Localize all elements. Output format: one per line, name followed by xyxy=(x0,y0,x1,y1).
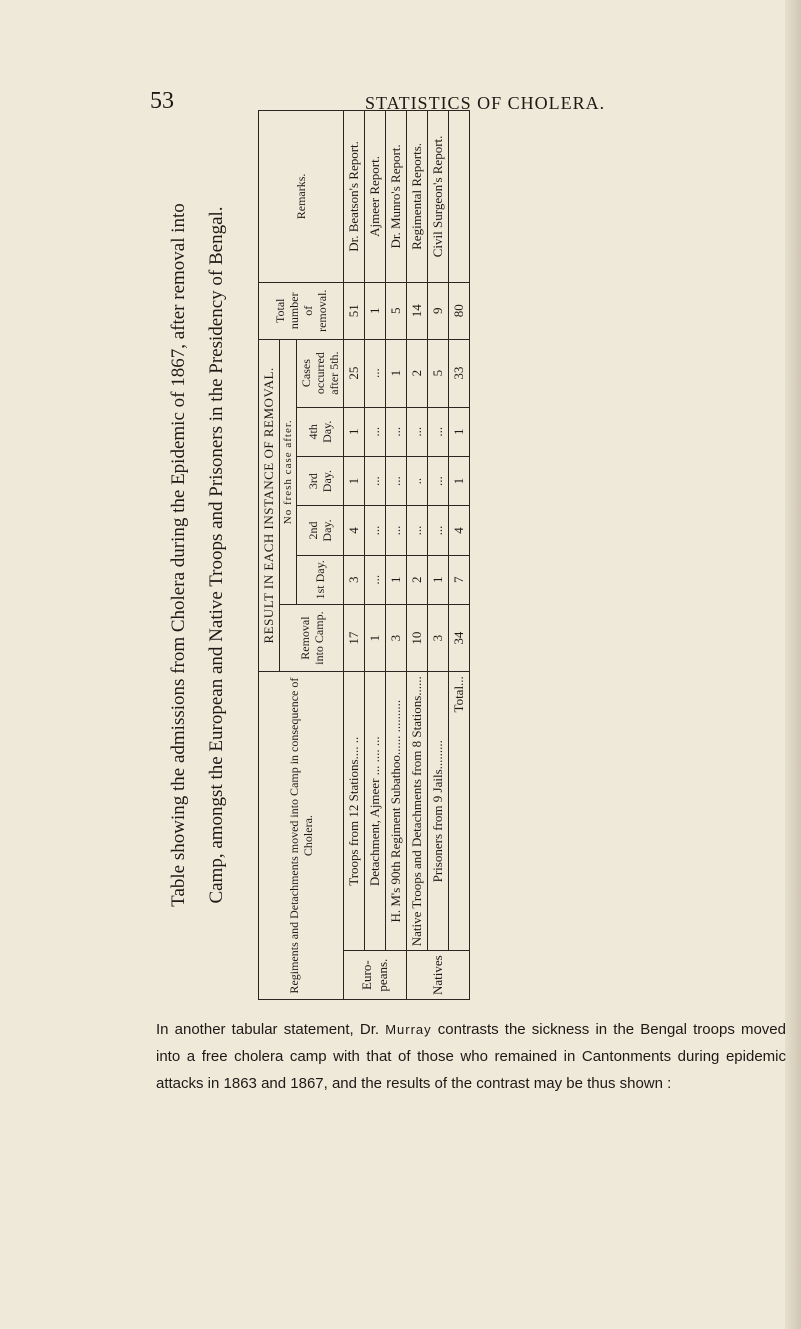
cell-day2: ... xyxy=(365,506,386,555)
cell-removal: 1 xyxy=(365,604,386,671)
caption-line-1: Table showing the admissions from Cholera during the Epidemic of 1867, after removal into xyxy=(168,203,189,907)
col-header-regiments: Regiments and Detachments moved into Camp in consequence of Cholera. xyxy=(259,672,344,1000)
col-header-total: Total number of removal. xyxy=(259,282,344,339)
cell-day2: ... xyxy=(407,506,428,555)
table-row xyxy=(428,111,449,1000)
cell-day1: 1 xyxy=(428,555,449,604)
sub-header-no-fresh-case: No fresh case after. xyxy=(280,339,297,604)
table-caption xyxy=(160,110,236,1000)
cell-day2: ... xyxy=(428,506,449,555)
cell-remark: Ajmeer Report. xyxy=(365,111,386,283)
cell-day3: 1 xyxy=(344,456,365,505)
cell-remark xyxy=(449,111,470,283)
cell-day1: ... xyxy=(365,555,386,604)
cell-remark: Dr. Beatson's Report. xyxy=(344,111,365,283)
cell-day4: 1 xyxy=(344,407,365,456)
cell-after5: 25 xyxy=(344,339,365,407)
row-label-total: Total... xyxy=(449,672,470,951)
table-row xyxy=(365,111,386,1000)
cell-remark: Dr. Munro's Report. xyxy=(386,111,407,283)
col-header-after5: Cases occurred after 5th. xyxy=(297,339,344,407)
rotated-table-block xyxy=(160,110,710,1000)
col-header-day2: 2nd Day. xyxy=(297,506,344,555)
cell-day3: .. xyxy=(407,456,428,505)
cell-day1: 1 xyxy=(386,555,407,604)
col-header-day4: 4th Day. xyxy=(297,407,344,456)
side-label-europeans: Euro-peans. xyxy=(344,951,407,1000)
cholera-table xyxy=(258,110,470,1000)
cell-after5: 1 xyxy=(386,339,407,407)
page-number: 53 xyxy=(150,88,174,114)
row-label: Prisoners from 9 Jails......... xyxy=(428,672,449,951)
cell-removal: 3 xyxy=(386,604,407,671)
body-text-part1: In another tabular statement, Dr. xyxy=(156,1021,386,1038)
side-label-natives: Natives xyxy=(407,951,470,1000)
cell-day2: ... xyxy=(386,506,407,555)
header-row-1 xyxy=(259,111,280,1000)
table-row xyxy=(344,111,365,1000)
cell-after5: 2 xyxy=(407,339,428,407)
running-head: STATISTICS OF CHOLERA. xyxy=(365,93,606,113)
cell-day4: ... xyxy=(407,407,428,456)
cell-day3: 1 xyxy=(449,456,470,505)
cell-day3: ... xyxy=(386,456,407,505)
table-row xyxy=(386,111,407,1000)
page-edge xyxy=(785,0,801,1329)
row-label: H. M's 90th Regiment Subathoo...... .......... xyxy=(386,672,407,951)
row-label: Detachment, Ajmeer ... .... ... xyxy=(365,672,386,951)
col-header-day3: 3rd Day. xyxy=(297,456,344,505)
row-label: Troops from 12 Stations.... .. xyxy=(344,672,365,951)
cell-total: 9 xyxy=(428,282,449,339)
cell-day2: 4 xyxy=(449,506,470,555)
cell-after5: ... xyxy=(365,339,386,407)
author-name: Murray xyxy=(385,1022,432,1037)
cell-total: 80 xyxy=(449,282,470,339)
table-row-total xyxy=(449,111,470,1000)
cell-total: 14 xyxy=(407,282,428,339)
table-row xyxy=(407,111,428,1000)
cell-after5: 33 xyxy=(449,339,470,407)
cell-day4: ... xyxy=(365,407,386,456)
cell-remark: Regimental Reports. xyxy=(407,111,428,283)
col-header-removal: Removal into Camp. xyxy=(280,604,344,671)
cell-remark: Civil Surgeon's Report. xyxy=(428,111,449,283)
body-paragraph xyxy=(156,1016,786,1097)
cell-day4: ... xyxy=(428,407,449,456)
cell-removal: 17 xyxy=(344,604,365,671)
body-text-part2: contrasts the sickness in the Bengal troops moved into a free cholera camp with that of those who remained in Cantonments during epidemic attacks in 1863 and 1867, and the results of the contrast may be thus shown : xyxy=(156,1021,786,1092)
cell-total: 1 xyxy=(365,282,386,339)
row-label: Native Troops and Detachments from 8 Stations...... xyxy=(407,672,428,951)
cell-removal: 34 xyxy=(449,604,470,671)
cell-removal: 3 xyxy=(428,604,449,671)
cell-day3: ... xyxy=(428,456,449,505)
cell-day1: 3 xyxy=(344,555,365,604)
group-header-result: RESULT IN EACH INSTANCE OF REMOVAL. xyxy=(259,339,280,672)
cell-day3: ... xyxy=(365,456,386,505)
cell-removal: 10 xyxy=(407,604,428,671)
cell-day1: 7 xyxy=(449,555,470,604)
col-header-day1: 1st Day. xyxy=(297,555,344,604)
cell-day4: 1 xyxy=(449,407,470,456)
cell-day1: 2 xyxy=(407,555,428,604)
cell-after5: 5 xyxy=(428,339,449,407)
caption-line-2: Camp, amongst the European and Native Troops and Prisoners in the Presidency of Bengal. xyxy=(206,206,227,904)
col-header-remarks: Remarks. xyxy=(259,111,344,283)
cell-total: 51 xyxy=(344,282,365,339)
cell-day4: ... xyxy=(386,407,407,456)
cell-day2: 4 xyxy=(344,506,365,555)
cell-total: 5 xyxy=(386,282,407,339)
